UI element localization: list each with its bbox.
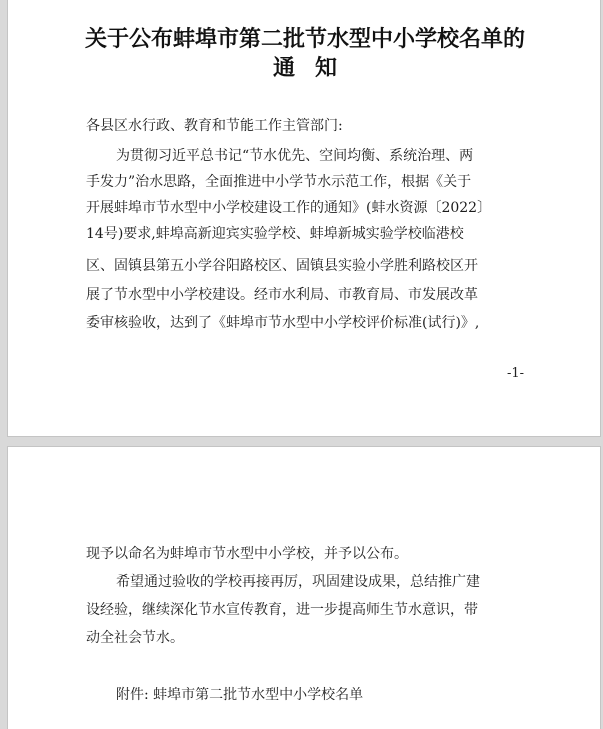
document-page-2: [7, 446, 601, 729]
document-title-line-1: 关于公布蚌埠市第二批节水型中小学校名单的: [84, 26, 525, 52]
body-line: 委审核验收，达到了《蚌埠市节水型中小学校评价标准(试行)》,: [86, 315, 480, 331]
body-line: 动全社会节水。: [86, 630, 184, 646]
document-title-line-2: 通知: [272, 55, 357, 81]
salutation: 各县区水行政、教育和节能工作主管部门:: [86, 118, 343, 134]
body-line: 设经验，继续深化节水宣传教育，进一步提高师生节水意识，带: [86, 602, 478, 618]
body-line: 展了节水型中小学校建设。经市水利局、市教育局、市发展改革: [86, 287, 478, 303]
body-line: 区、固镇县第五小学谷阳路校区、固镇县实验小学胜利路校区开: [86, 258, 478, 274]
page-number: -1-: [506, 366, 524, 381]
body-line: 希望通过验收的学校再接再厉，巩固建设成果，总结推广建: [116, 574, 480, 590]
body-line: 手发力”治水思路，全面推进中小学节水示范工作，根据《关于: [86, 174, 472, 190]
body-line: 开展蚌埠市节水型中小学校建设工作的通知》(蚌水资源〔2022〕: [86, 200, 492, 216]
body-line: 现予以命名为蚌埠市节水型中小学校，并予以公布。: [86, 546, 408, 562]
attachment-line: 附件: 蚌埠市第二批节水型中小学校名单: [116, 687, 364, 703]
body-line: 为贯彻习近平总书记“节水优先、空间均衡、系统治理、两: [116, 148, 474, 164]
body-line: 14号)要求,蚌埠高新迎宾实验学校、蚌埠新城实验学校临港校: [86, 226, 464, 242]
document-page-1: [7, 0, 601, 437]
